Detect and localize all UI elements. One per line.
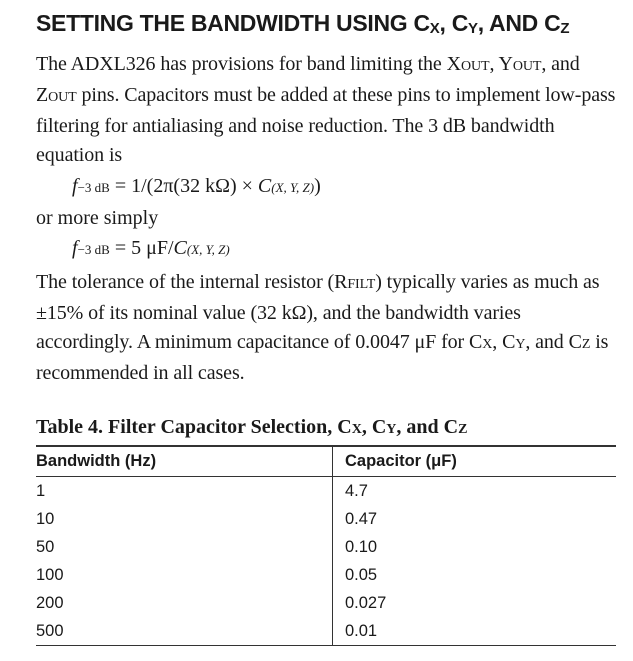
bandwidth-equation <box>72 172 620 202</box>
p2-sub-1: FILT <box>347 277 376 292</box>
eq1-c: C <box>257 175 272 197</box>
p2-sub-3: Y <box>515 337 526 352</box>
p1-sub-3: OUT <box>48 90 77 105</box>
table-header-row <box>36 446 616 477</box>
header-capacitor: Capacitor (μF) <box>333 446 617 477</box>
p2-text-1: The tolerance of the internal resistor (R <box>36 271 348 293</box>
table-row <box>36 589 616 617</box>
eq1-rhs: = 1/(2π(32 kΩ) × <box>109 175 258 197</box>
eq2-csub: (X, Y, Z) <box>186 242 230 257</box>
bandwidth-cell: 100 <box>36 561 333 589</box>
bandwidth-cell: 1 <box>36 477 333 506</box>
p1-sub-2: OUT <box>512 59 542 74</box>
or-more-simply-text: or more simply <box>36 207 159 229</box>
p2-text-3: , C <box>492 331 516 353</box>
table-row <box>36 477 616 506</box>
eq1-close: ) <box>314 175 321 197</box>
capacitor-cell: 0.47 <box>345 509 378 528</box>
heading-sub-y: Y <box>468 20 478 37</box>
table-row <box>36 561 616 589</box>
p2-text-2: ) typically varies as much as ±15% of its nominal value (32 kΩ), and the bandwidth varies accordingly. A minimum capacitance of 0.0047 μF for C <box>36 271 600 353</box>
heading-sep2: , AND C <box>477 10 561 36</box>
eq1-f: f <box>72 175 78 197</box>
tolerance-paragraph <box>36 268 620 388</box>
table-row <box>36 505 616 533</box>
capacitor-cell: 0.05 <box>345 565 378 584</box>
p1-text-4: pins. Capacitors must be added at these pins to implement low-pass filtering for antialiasing and noise reduction. The 3 dB bandwidth equation is <box>36 84 616 166</box>
bandwidth-cell: 500 <box>36 617 333 646</box>
p2-text-4: , and C <box>525 331 582 353</box>
section-heading <box>36 8 620 44</box>
table-row <box>36 617 616 646</box>
p1-text-3: , and Z <box>36 53 580 106</box>
p2-sub-4: Z <box>581 337 591 352</box>
simplified-equation <box>72 234 620 264</box>
p1-sub-1: OUT <box>460 59 490 74</box>
p2-sub-2: X <box>482 337 493 352</box>
bandwidth-cell: 200 <box>36 589 333 617</box>
table-title-text-2: , C <box>361 416 387 438</box>
table-title-text-1: Table 4. Filter Capacitor Selection, C <box>36 416 352 438</box>
table-title <box>36 414 620 443</box>
capacitor-cell: 0.10 <box>345 537 378 556</box>
eq2-sub: −3 dB <box>77 242 110 257</box>
header-bandwidth: Bandwidth (Hz) <box>36 446 333 477</box>
heading-sub-z: Z <box>560 20 570 37</box>
capacitor-cell: 0.01 <box>333 617 617 646</box>
capacitor-cell: 4.7 <box>345 481 368 500</box>
table-title-sub-y: Y <box>386 422 397 437</box>
bandwidth-cell: 50 <box>36 533 333 561</box>
eq2-rhs: = 5 μF/ <box>109 237 174 259</box>
eq1-sub: −3 dB <box>77 180 110 195</box>
p1-text-1: The ADXL326 has provisions for band limiting the X <box>36 53 461 75</box>
p1-text-2: , Y <box>489 53 513 75</box>
document-page <box>36 8 620 646</box>
table-title-sub-z: Z <box>458 422 468 437</box>
eq1-csub: (X, Y, Z) <box>271 180 315 195</box>
intro-paragraph <box>36 50 620 170</box>
table-row <box>36 533 616 561</box>
table-title-text-3: , and C <box>396 416 459 438</box>
heading-text: SETTING THE BANDWIDTH USING C <box>36 10 430 36</box>
table-title-sub-x: X <box>351 422 362 437</box>
heading-sep1: , C <box>439 10 469 36</box>
eq2-c: C <box>173 237 187 259</box>
eq2-f: f <box>72 237 78 259</box>
capacitor-cell: 0.027 <box>345 593 387 612</box>
filter-capacitor-table <box>36 445 616 646</box>
heading-sub-x: X <box>429 20 440 37</box>
p2-text-5: is recommended in all cases. <box>36 331 609 384</box>
bandwidth-cell: 10 <box>36 505 333 533</box>
